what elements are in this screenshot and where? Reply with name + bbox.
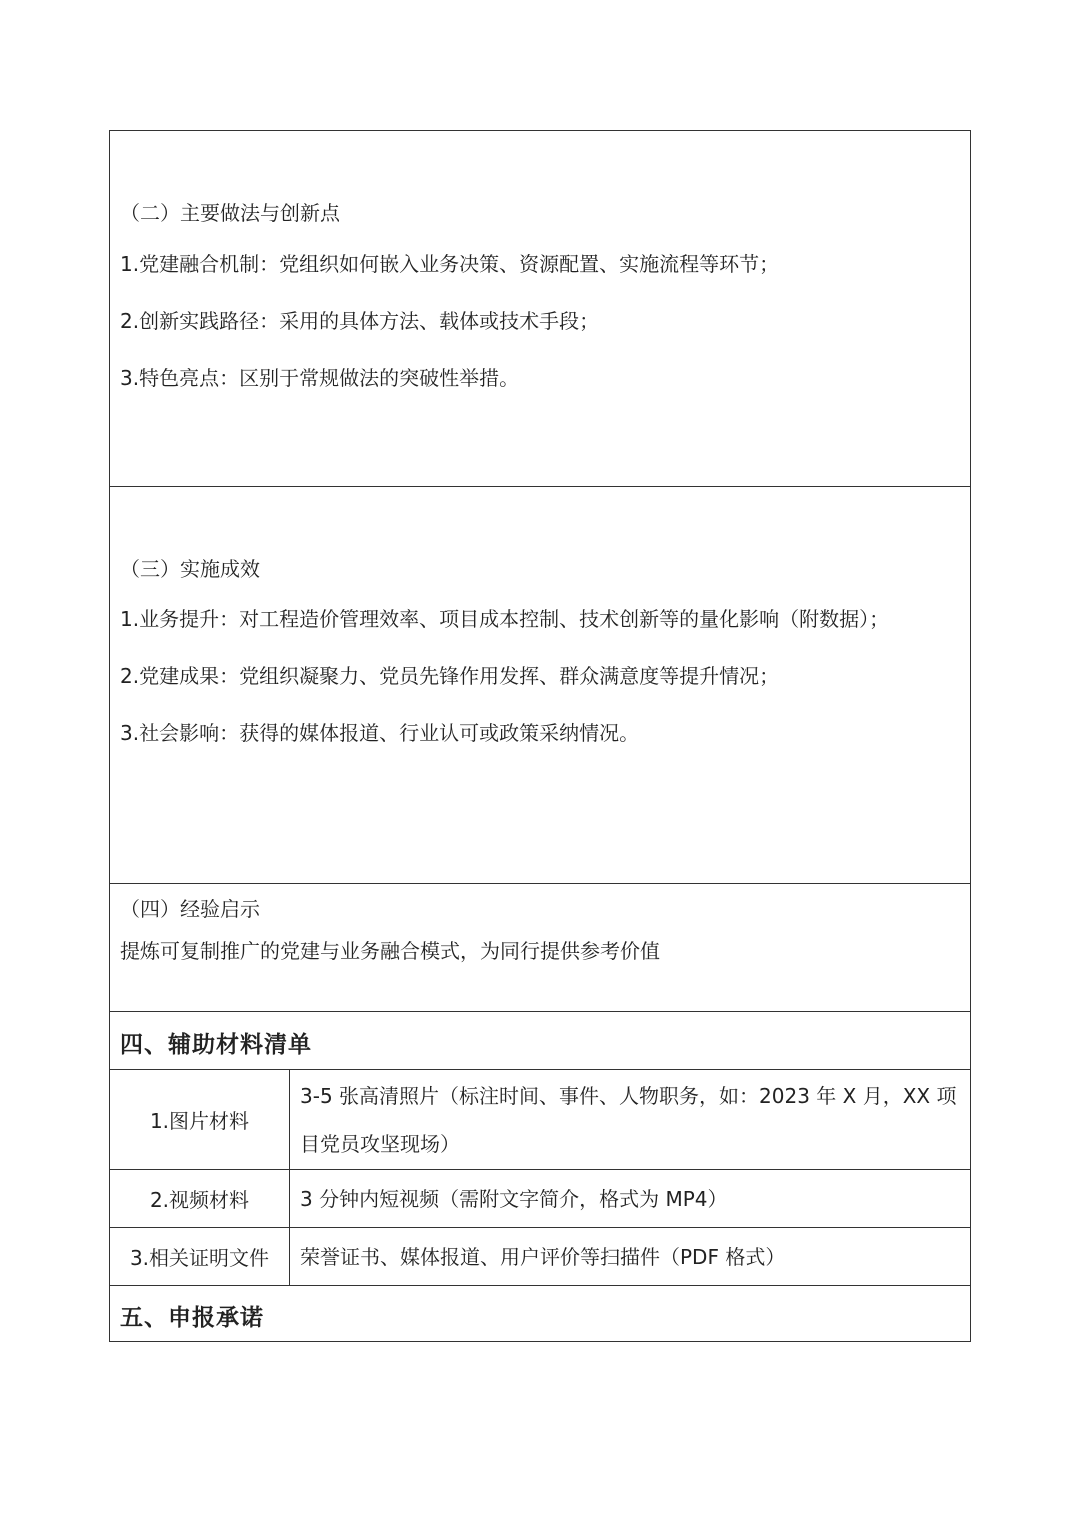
section-heading: （三）实施成效 — [120, 557, 260, 581]
material-description: 3-5 张高清照片（标注时间、事件、人物职务，如：2023 年 X 月，XX 项目党员攻坚现场） — [300, 1083, 957, 1156]
materials-heading: 四、辅助材料清单 — [120, 1032, 312, 1058]
section-text: 提炼可复制推广的党建与业务融合模式，为同行提供参考价值 — [120, 939, 660, 963]
table-row — [109, 1169, 971, 1227]
material-label: 1.图片材料 — [110, 1070, 290, 1169]
application-form — [109, 130, 971, 1342]
list-item: 2.党建成果：党组织凝聚力、党员先锋作用发挥、群众满意度等提升情况； — [120, 664, 780, 688]
commitment-heading-row — [109, 1285, 971, 1342]
list-item: 3.特色亮点：区别于常规做法的突破性举措。 — [120, 366, 520, 390]
section-heading: （四）经验启示 — [120, 897, 260, 921]
list-item: 2.创新实践路径：采用的具体方法、载体或技术手段； — [120, 309, 600, 333]
material-description: 荣誉证书、媒体报道、用户评价等扫描件（PDF 格式） — [300, 1244, 786, 1269]
commitment-heading: 五、申报承诺 — [120, 1305, 264, 1331]
section-practices — [109, 130, 971, 486]
table-row — [109, 1069, 971, 1169]
material-label: 3.相关证明文件 — [110, 1228, 290, 1285]
materials-heading-row — [109, 1011, 971, 1069]
material-description: 3 分钟内短视频（需附文字简介，格式为 MP4） — [300, 1186, 728, 1211]
list-item: 3.社会影响：获得的媒体报道、行业认可或政策采纳情况。 — [120, 721, 640, 745]
section-results — [109, 486, 971, 883]
table-row — [109, 1227, 971, 1285]
list-item: 1.党建融合机制：党组织如何嵌入业务决策、资源配置、实施流程等环节； — [120, 252, 780, 276]
list-item: 1.业务提升：对工程造价管理效率、项目成本控制、技术创新等的量化影响（附数据）； — [120, 607, 890, 631]
section-heading: （二）主要做法与创新点 — [120, 201, 340, 225]
section-lessons — [109, 883, 971, 1011]
material-label: 2.视频材料 — [110, 1170, 290, 1227]
